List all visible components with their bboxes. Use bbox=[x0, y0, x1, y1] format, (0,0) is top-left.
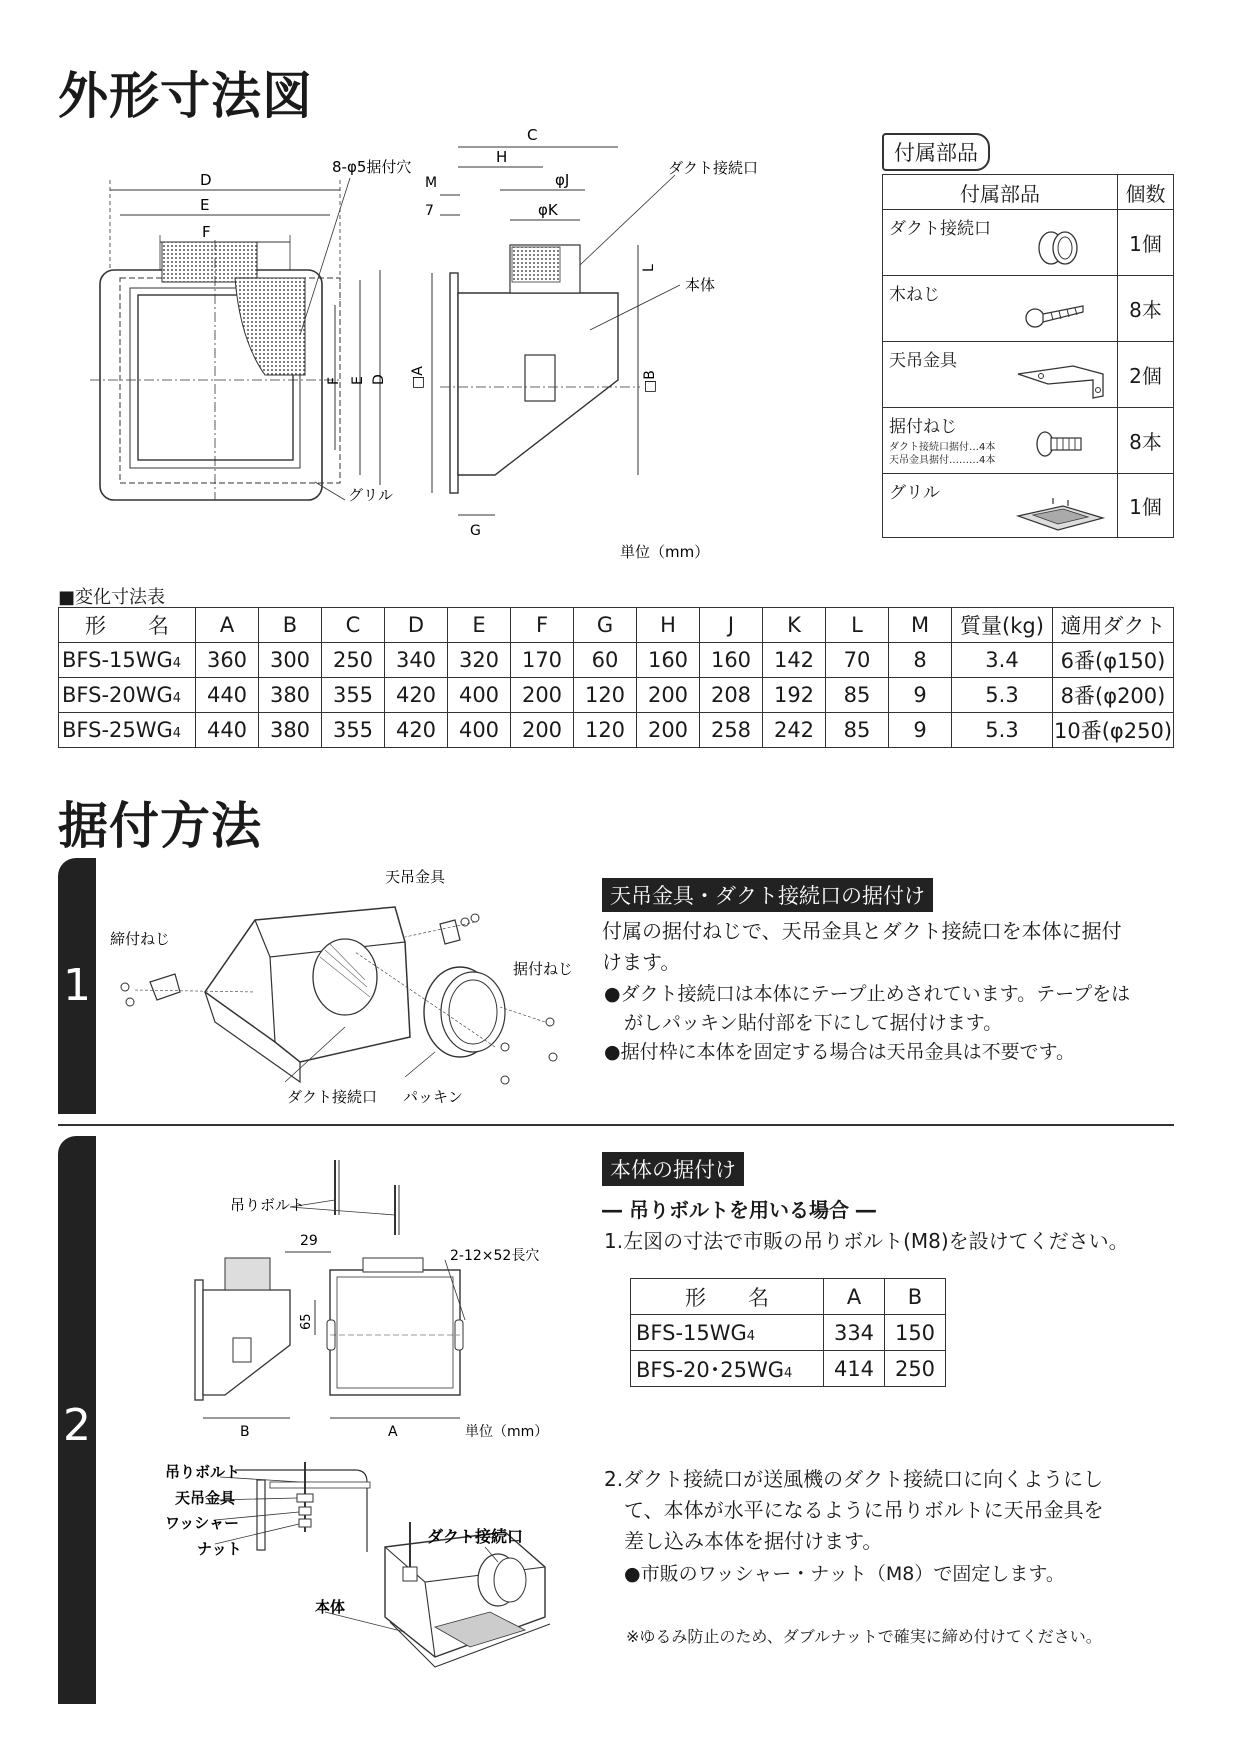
table-cell: 8 bbox=[889, 643, 952, 678]
item-name: 据付ねじ bbox=[889, 417, 957, 437]
dim-F-vertical: F bbox=[326, 376, 342, 385]
table-cell: 8番(φ200) bbox=[1053, 678, 1174, 713]
packing-label: パッキン bbox=[403, 1088, 463, 1106]
table-cell: 9 bbox=[889, 678, 952, 713]
header-cell: 適用ダクト bbox=[1053, 608, 1174, 643]
table-cell: 420 bbox=[385, 713, 448, 748]
step-1-text: けます。 bbox=[602, 950, 681, 974]
list-item bbox=[883, 210, 1174, 276]
item-count: 8本 bbox=[1118, 408, 1174, 474]
unit-label: 単位（mm） bbox=[465, 1424, 549, 1440]
list-item bbox=[883, 474, 1174, 538]
table-row bbox=[59, 713, 1174, 748]
step-1-text: 付属の据付ねじで、天吊金具とダクト接続口を本体に据付 bbox=[602, 919, 1122, 943]
dim-D: D bbox=[200, 171, 212, 189]
dim-A: □A bbox=[410, 366, 426, 389]
mount-screw-label: 据付ねじ bbox=[513, 960, 574, 978]
table-row bbox=[631, 1351, 946, 1387]
bracket-label: 天吊金具 bbox=[385, 868, 446, 886]
step-2-paragraph-2: 2.ダクト接続口が送風機のダクト接続口に向くようにし bbox=[604, 1467, 1104, 1491]
unit-label: 単位（mm） bbox=[620, 543, 710, 561]
tighten-screw-label: 締付ねじ bbox=[110, 930, 171, 948]
grille-icon bbox=[1008, 488, 1108, 532]
table-cell: 414 bbox=[824, 1351, 885, 1387]
table-cell: 320 bbox=[448, 643, 511, 678]
header-cell: C bbox=[322, 608, 385, 643]
dim-phiJ: φJ bbox=[555, 171, 570, 189]
list-item bbox=[883, 276, 1174, 342]
duct-connector-icon bbox=[1033, 228, 1083, 268]
table-cell: 300 bbox=[259, 643, 322, 678]
table-cell: 440 bbox=[196, 713, 259, 748]
table-row bbox=[631, 1315, 946, 1351]
header-cell: 形 名 bbox=[631, 1279, 824, 1315]
header-count: 個数 bbox=[1118, 175, 1174, 210]
wood-screw-icon bbox=[1023, 294, 1093, 334]
install-title: 据付方法 bbox=[58, 797, 262, 855]
header-cell: J bbox=[700, 608, 763, 643]
item-count: 2個 bbox=[1118, 342, 1174, 408]
table-cell: 400 bbox=[448, 713, 511, 748]
table-cell: 380 bbox=[259, 678, 322, 713]
header-cell: G bbox=[574, 608, 637, 643]
step-1-bullet: ●据付枠に本体を固定する場合は天吊金具は不要です。 bbox=[604, 1041, 1076, 1063]
table-cell: 160 bbox=[700, 643, 763, 678]
accessories-title: 付属部品 bbox=[882, 133, 990, 171]
dim-7: 7 bbox=[425, 203, 434, 219]
table-cell: 85 bbox=[826, 678, 889, 713]
dim-L: L bbox=[641, 264, 657, 272]
header-cell: A bbox=[196, 608, 259, 643]
header-part: 付属部品 bbox=[883, 175, 1118, 210]
table-cell: 150 bbox=[885, 1315, 946, 1351]
grille-label: グリル bbox=[348, 486, 394, 504]
item-name: ダクト接続口 bbox=[889, 219, 991, 239]
table-cell: 160 bbox=[637, 643, 700, 678]
model-name: BFS-15WG bbox=[62, 648, 173, 672]
item-count: 1個 bbox=[1118, 474, 1174, 538]
table-cell: 355 bbox=[322, 678, 385, 713]
table-cell: 200 bbox=[511, 713, 574, 748]
table-cell: 142 bbox=[763, 643, 826, 678]
header-cell: 質量(kg) bbox=[952, 608, 1053, 643]
table-cell: 5.3 bbox=[952, 713, 1053, 748]
table-cell: 5.3 bbox=[952, 678, 1053, 713]
item-note: ダクト接続口据付…4本 bbox=[889, 442, 996, 453]
table-cell: 6番(φ150) bbox=[1053, 643, 1174, 678]
step-2-top-drawing bbox=[105, 1140, 585, 1440]
bolt-label: 吊りボルト bbox=[165, 1463, 241, 1481]
dim-M: M bbox=[425, 175, 438, 191]
list-item bbox=[883, 408, 1174, 474]
table-cell: 192 bbox=[763, 678, 826, 713]
side-view-drawing bbox=[410, 125, 800, 585]
header-cell: D bbox=[385, 608, 448, 643]
washer-label: ワッシャー bbox=[165, 1514, 239, 1532]
spec-header bbox=[59, 608, 1174, 643]
step-2-note: ※ゆるみ防止のため、ダブルナットで確実に締め付けてください。 bbox=[626, 1627, 1102, 1646]
table-cell: 70 bbox=[826, 643, 889, 678]
accessories-table bbox=[882, 174, 1174, 538]
model-name: BFS-20WG bbox=[62, 683, 173, 707]
table-cell: 258 bbox=[700, 713, 763, 748]
nut-label: ナット bbox=[197, 1540, 242, 1558]
step-1-number: 1 bbox=[63, 960, 91, 1011]
item-name: グリル bbox=[889, 483, 940, 503]
step-2-subheading: ― 吊りボルトを用いる場合 ― bbox=[602, 1198, 876, 1222]
model-sub: 4 bbox=[746, 1328, 756, 1344]
model-name: BFS-15WG bbox=[636, 1320, 747, 1345]
table-cell: 400 bbox=[448, 678, 511, 713]
accessories-header bbox=[883, 175, 1174, 210]
table-cell: 200 bbox=[637, 678, 700, 713]
dim-29: 29 bbox=[300, 1233, 318, 1249]
dim-E-vertical: E bbox=[350, 376, 366, 385]
table-cell: 3.4 bbox=[952, 643, 1053, 678]
duct-label: ダクト接続口 bbox=[668, 159, 759, 177]
table-cell: 60 bbox=[574, 643, 637, 678]
bracket-label: 天吊金具 bbox=[175, 1489, 236, 1507]
holes-label: 8-φ5据付穴 bbox=[332, 158, 412, 176]
step-1-drawing bbox=[105, 862, 585, 1112]
table-cell: 334 bbox=[824, 1315, 885, 1351]
section-divider bbox=[58, 1124, 1174, 1126]
duct-connector-label: ダクト接続口 bbox=[287, 1088, 378, 1106]
step-2-bullet: ●市販のワッシャー・ナット（M8）で固定します。 bbox=[624, 1563, 1065, 1585]
slot-label: 2-12×52長穴 bbox=[450, 1248, 540, 1264]
step-2-paragraph-2: て、本体が水平になるように吊りボルトに天吊金具を bbox=[624, 1498, 1104, 1522]
dim-B: B bbox=[240, 1424, 250, 1440]
dim-C: C bbox=[527, 126, 538, 144]
step-1-heading: 天吊金具・ダクト接続口の据付け bbox=[602, 878, 933, 912]
header-cell: A bbox=[824, 1279, 885, 1315]
model-sub: 4 bbox=[172, 691, 182, 706]
table-cell: 10番(φ250) bbox=[1053, 713, 1174, 748]
table-cell: 9 bbox=[889, 713, 952, 748]
header-cell: F bbox=[511, 608, 574, 643]
table-cell: 440 bbox=[196, 678, 259, 713]
dim-D-vertical: D bbox=[371, 374, 387, 385]
table-cell: 242 bbox=[763, 713, 826, 748]
hanging-bolt-label: 吊りボルト bbox=[230, 1196, 306, 1214]
header-cell: 形 名 bbox=[59, 608, 196, 643]
dim-H: H bbox=[496, 148, 508, 166]
header-cell: B bbox=[259, 608, 322, 643]
header-cell: B bbox=[885, 1279, 946, 1315]
table-cell: 120 bbox=[574, 678, 637, 713]
table-header bbox=[631, 1279, 946, 1315]
table-cell: 355 bbox=[322, 713, 385, 748]
item-name: 木ねじ bbox=[889, 285, 940, 305]
model-sub: 4 bbox=[172, 656, 182, 671]
model-sub: 4 bbox=[784, 1365, 793, 1381]
header-cell: H bbox=[637, 608, 700, 643]
dim-G: G bbox=[470, 523, 481, 539]
step-2-paragraph-1: 1.左図の寸法で市販の吊りボルト(M8)を設けてください。 bbox=[604, 1229, 1129, 1253]
dim-F: F bbox=[202, 223, 211, 241]
table-cell: 340 bbox=[385, 643, 448, 678]
dim-65: 65 bbox=[299, 1313, 314, 1330]
table-cell: 200 bbox=[637, 713, 700, 748]
table-cell: 250 bbox=[885, 1351, 946, 1387]
step-2-bottom-drawing bbox=[105, 1452, 585, 1702]
table-cell: 360 bbox=[196, 643, 259, 678]
table-cell: 380 bbox=[259, 713, 322, 748]
list-item bbox=[883, 342, 1174, 408]
table-cell: 420 bbox=[385, 678, 448, 713]
model-sub: 4 bbox=[172, 726, 182, 741]
table-row bbox=[59, 678, 1174, 713]
step-2-paragraph-2: 差し込み本体を据付けます。 bbox=[624, 1529, 883, 1553]
item-count: 1個 bbox=[1118, 210, 1174, 276]
item-count: 8本 bbox=[1118, 276, 1174, 342]
model-name: BFS-25WG bbox=[62, 718, 173, 742]
item-note: 天吊金具据付………4本 bbox=[889, 455, 996, 466]
mounting-screw-icon bbox=[1033, 422, 1093, 462]
spec-table bbox=[58, 607, 1174, 748]
table-cell: 208 bbox=[700, 678, 763, 713]
table-cell: 170 bbox=[511, 643, 574, 678]
bolt-dimension-table bbox=[630, 1278, 946, 1387]
table-cell: 200 bbox=[511, 678, 574, 713]
body-label: 本体 bbox=[315, 1598, 346, 1616]
item-name: 天吊金具 bbox=[889, 351, 957, 371]
step-2-heading: 本体の据付け bbox=[602, 1152, 744, 1186]
front-view-drawing bbox=[90, 160, 450, 580]
body-label: 本体 bbox=[685, 276, 716, 294]
dim-E: E bbox=[200, 196, 210, 214]
header-cell: E bbox=[448, 608, 511, 643]
step-1-bullet: ●ダクト接続口は本体にテープ止めされています。テープをは bbox=[604, 983, 1131, 1005]
header-cell: L bbox=[826, 608, 889, 643]
table-cell: 85 bbox=[826, 713, 889, 748]
step-1-bullet: がしパッキン貼付部を下にして据付けます。 bbox=[624, 1012, 1003, 1034]
ceiling-bracket-icon bbox=[1013, 356, 1113, 404]
table-cell: 250 bbox=[322, 643, 385, 678]
step-2-number: 2 bbox=[63, 1400, 91, 1451]
header-cell: K bbox=[763, 608, 826, 643]
header-cell: M bbox=[889, 608, 952, 643]
table-row bbox=[59, 643, 1174, 678]
dim-B: □B bbox=[642, 370, 658, 393]
dim-A: A bbox=[388, 1424, 398, 1440]
table-cell: 120 bbox=[574, 713, 637, 748]
outline-title: 外形寸法図 bbox=[58, 67, 313, 125]
dim-phiK: φK bbox=[538, 201, 558, 219]
model-name: BFS-20･25WG bbox=[636, 1357, 785, 1382]
duct-label: ダクト接続口 bbox=[427, 1527, 524, 1546]
spec-table-title: ■変化寸法表 bbox=[58, 587, 166, 608]
